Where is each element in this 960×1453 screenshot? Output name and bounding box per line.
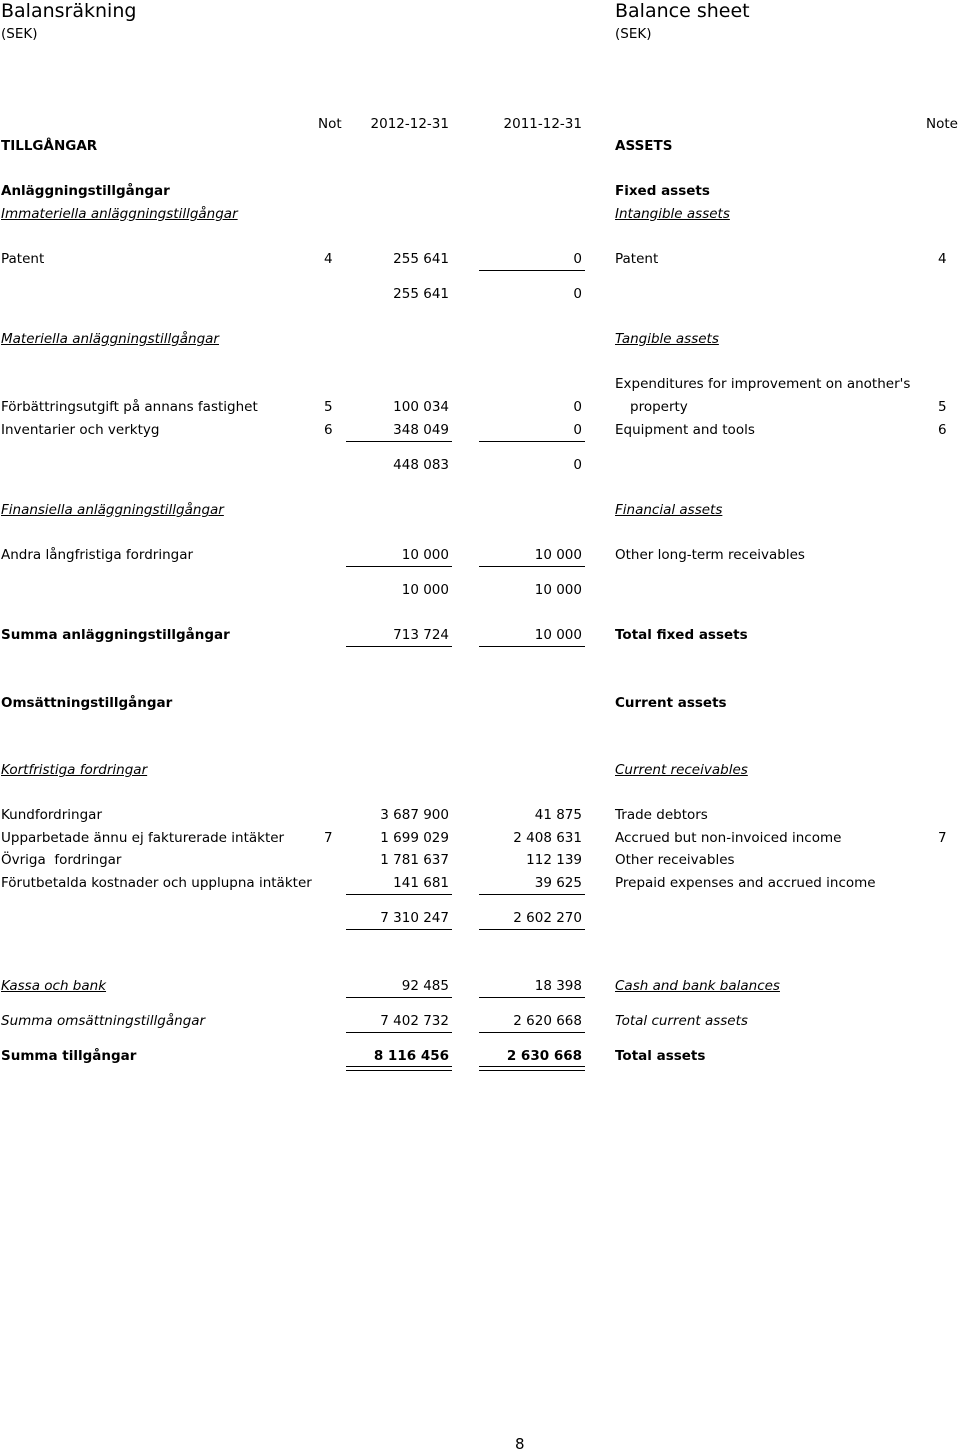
underline-total-fixed-2011 [479, 646, 585, 647]
total-fixed-assets-2012: 713 724 [393, 627, 449, 643]
receivable-row-value-2012: 1 781 637 [380, 852, 449, 868]
total-fixed-assets-2011: 10 000 [534, 627, 582, 643]
longterm-receivables-label-sv: Andra långfristiga fordringar [1, 547, 194, 563]
underline-total-fixed-2012 [346, 646, 452, 647]
financial-subtotal-2011: 10 000 [534, 582, 582, 598]
underline-tangible-2012 [346, 441, 452, 442]
intangible-subtotal-2012: 255 641 [393, 286, 449, 302]
improvement-label-sv: Förbättringsutgift på annans fastighet [1, 399, 258, 415]
receivable-row-label-en: Accrued but non-invoiced income [615, 830, 842, 846]
receivable-row-value-2011: 39 625 [534, 875, 582, 891]
column-header-2011: 2011-12-31 [503, 116, 582, 132]
currency-sv: (SEK) [1, 26, 38, 42]
underline-total-current-2011 [479, 1032, 585, 1033]
patent-value-2011: 0 [573, 251, 582, 267]
column-header-note: Note [926, 116, 958, 132]
improvement-note-en: 5 [938, 399, 947, 415]
financial-heading-en: Financial assets [615, 502, 723, 518]
receivable-row-note: 7 [324, 830, 333, 846]
section-heading-sv: TILLGÅNGAR [1, 138, 98, 154]
underline-financial-2011 [479, 566, 585, 567]
equipment-note-en: 6 [938, 422, 947, 438]
total-current-assets-2012: 7 402 732 [380, 1013, 449, 1029]
total-fixed-assets-label-sv: Summa anläggningstillgångar [1, 627, 230, 643]
equipment-label-en: Equipment and tools [615, 422, 755, 438]
underline-receivables-subtotal-2012 [346, 929, 452, 930]
underline-receivables-subtotal-2011 [479, 929, 585, 930]
receivable-row-label-sv: Övriga fordringar [1, 852, 122, 868]
receivable-row-label-sv: Upparbetade ännu ej fakturerade intäkter [1, 830, 285, 846]
intangible-heading-sv: Immateriella anläggningstillgångar [1, 206, 238, 222]
underline-receivables-2012 [346, 894, 452, 895]
receivable-row-label-en: Prepaid expenses and accrued income [615, 875, 876, 891]
total-current-assets-label-en: Total current assets [615, 1013, 748, 1029]
tangible-heading-sv: Materiella anläggningstillgångar [1, 331, 219, 347]
column-header-2012: 2012-12-31 [370, 116, 449, 132]
improvement-label-en-line2: property [630, 399, 688, 415]
underline-cash-2012 [346, 997, 452, 998]
total-assets-label-en: Total assets [615, 1048, 706, 1064]
page-title-en: Balance sheet [615, 0, 750, 22]
receivable-row-value-2011: 112 139 [526, 852, 582, 868]
receivable-row-value-2011: 41 875 [534, 807, 582, 823]
cash-label-sv: Kassa och bank [1, 978, 107, 994]
total-assets-2011: 2 630 668 [506, 1048, 582, 1064]
current-receivables-heading-en: Current receivables [615, 762, 748, 778]
total-assets-2012: 8 116 456 [373, 1048, 449, 1064]
underline-receivables-2011 [479, 894, 585, 895]
tangible-heading-en: Tangible assets [615, 331, 719, 347]
fixed-assets-heading-sv: Anläggningstillgångar [1, 183, 170, 199]
longterm-receivables-label-en: Other long-term receivables [615, 547, 805, 563]
improvement-value-2011: 0 [573, 399, 582, 415]
page-number: 8 [515, 1435, 525, 1453]
longterm-receivables-2011: 10 000 [534, 547, 582, 563]
section-heading-en: ASSETS [615, 138, 673, 154]
current-receivables-heading-sv: Kortfristiga fordringar [1, 762, 148, 778]
current-assets-heading-sv: Omsättningstillgångar [1, 695, 173, 711]
receivable-row-label-en: Other receivables [615, 852, 735, 868]
patent-note: 4 [324, 251, 333, 267]
improvement-label-en-line1: Expenditures for improvement on another's [615, 376, 911, 392]
financial-subtotal-2012: 10 000 [401, 582, 449, 598]
tangible-subtotal-2012: 448 083 [393, 457, 449, 473]
equipment-value-2011: 0 [573, 422, 582, 438]
cash-label-en: Cash and bank balances [615, 978, 780, 994]
receivable-row-label-sv: Kundfordringar [1, 807, 103, 823]
patent-value-2012: 255 641 [393, 251, 449, 267]
patent-label-sv: Patent [1, 251, 45, 267]
receivable-row-value-2012: 1 699 029 [380, 830, 449, 846]
receivable-row-value-2011: 2 408 631 [513, 830, 582, 846]
total-current-assets-2011: 2 620 668 [513, 1013, 582, 1029]
receivable-row-note-en: 7 [938, 830, 947, 846]
underline-tangible-2011 [479, 441, 585, 442]
receivables-subtotal-2011: 2 602 270 [513, 910, 582, 926]
fixed-assets-heading-en: Fixed assets [615, 183, 710, 199]
underline-patent-2011 [479, 270, 585, 271]
financial-heading-sv: Finansiella anläggningstillgångar [1, 502, 224, 518]
receivable-row-label-sv: Förutbetalda kostnader och upplupna intäkter [1, 875, 312, 891]
page-title-sv: Balansräkning [1, 0, 137, 22]
patent-note-en: 4 [938, 251, 947, 267]
cash-value-2012: 92 485 [401, 978, 449, 994]
intangible-subtotal-2011: 0 [573, 286, 582, 302]
double-underline-total-2011 [479, 1066, 585, 1071]
tangible-subtotal-2011: 0 [573, 457, 582, 473]
column-header-not: Not [318, 116, 342, 132]
underline-total-current-2012 [346, 1032, 452, 1033]
receivables-subtotal-2012: 7 310 247 [380, 910, 449, 926]
currency-en: (SEK) [615, 26, 652, 42]
patent-label-en: Patent [615, 251, 659, 267]
equipment-note: 6 [324, 422, 333, 438]
total-assets-label-sv: Summa tillgångar [1, 1048, 137, 1064]
current-assets-heading-en: Current assets [615, 695, 727, 711]
cash-value-2011: 18 398 [534, 978, 582, 994]
receivable-row-value-2012: 141 681 [393, 875, 449, 891]
double-underline-total-2012 [346, 1066, 452, 1071]
receivable-row-label-en: Trade debtors [615, 807, 708, 823]
improvement-note: 5 [324, 399, 333, 415]
underline-financial-2012 [346, 566, 452, 567]
underline-cash-2011 [479, 997, 585, 998]
improvement-value-2012: 100 034 [393, 399, 449, 415]
total-current-assets-label-sv: Summa omsättningstillgångar [1, 1013, 206, 1029]
equipment-value-2012: 348 049 [393, 422, 449, 438]
longterm-receivables-2012: 10 000 [401, 547, 449, 563]
equipment-label-sv: Inventarier och verktyg [1, 422, 160, 438]
receivable-row-value-2012: 3 687 900 [380, 807, 449, 823]
total-fixed-assets-label-en: Total fixed assets [615, 627, 748, 643]
intangible-heading-en: Intangible assets [615, 206, 730, 222]
